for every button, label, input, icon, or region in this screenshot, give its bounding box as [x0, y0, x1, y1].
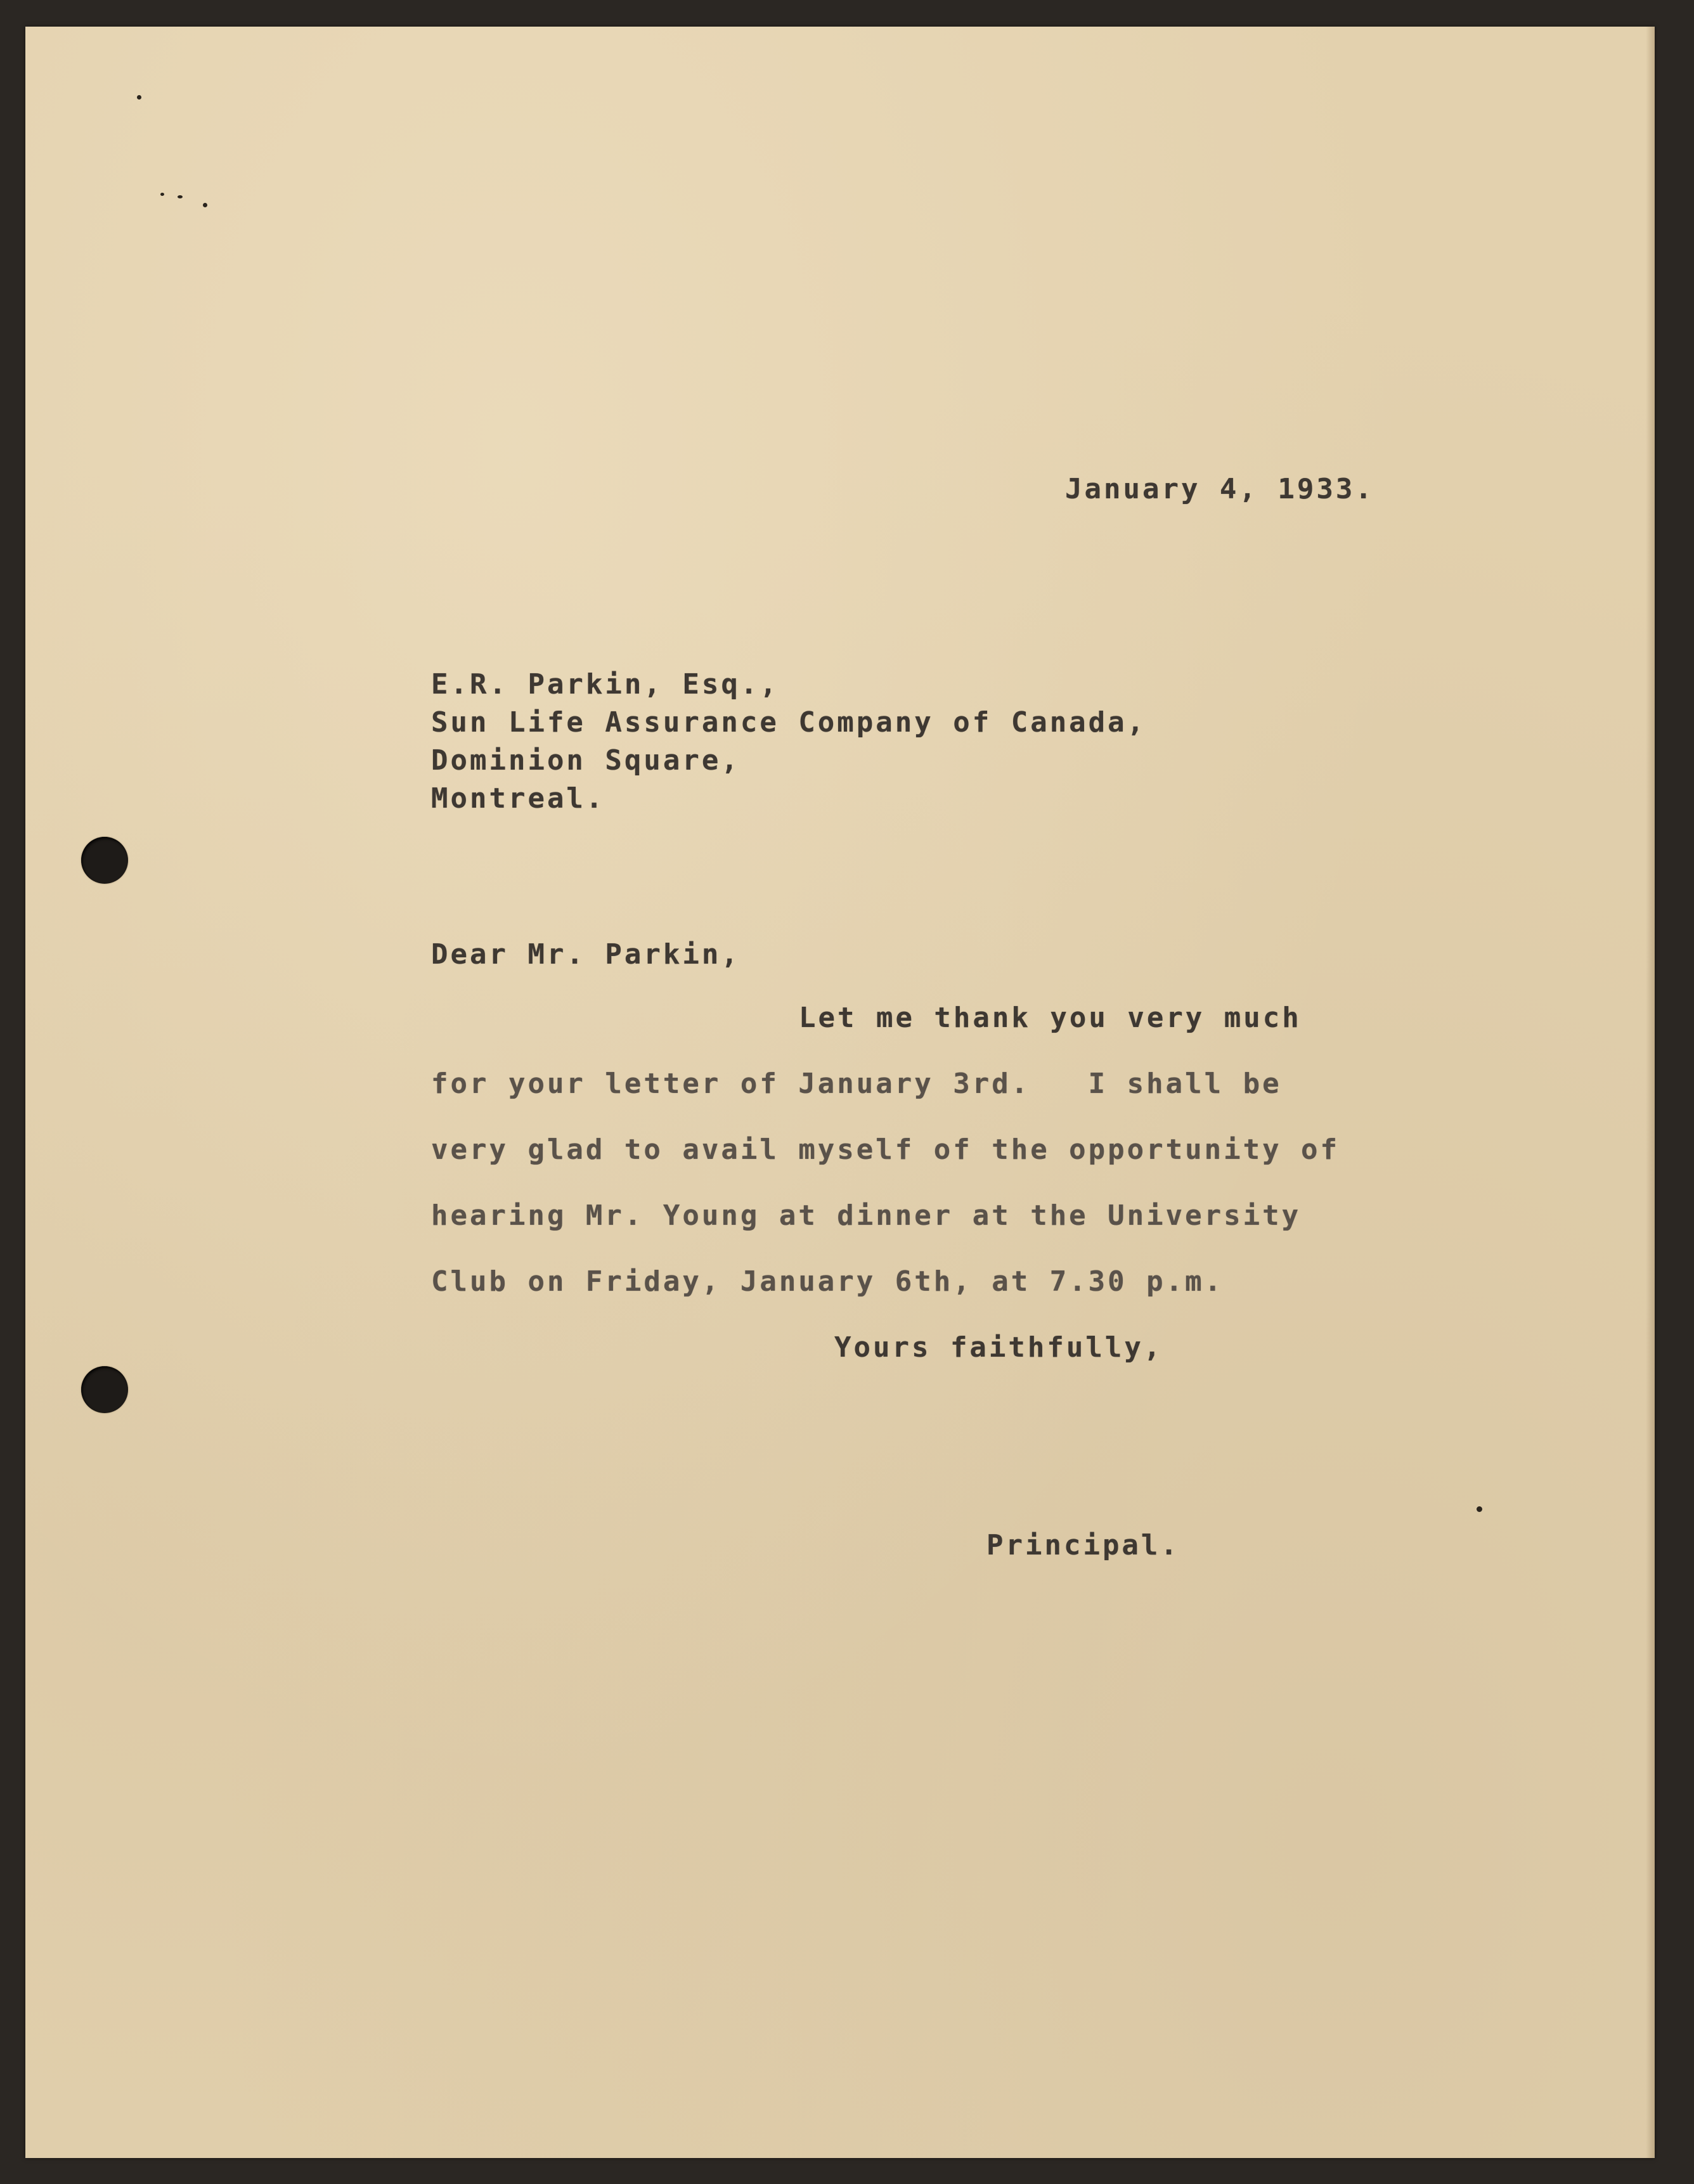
body-line: Club on Friday, January 6th, at 7.30 p.m. — [431, 1265, 1224, 1298]
page-edge-shadow — [1646, 27, 1655, 2158]
ink-speck — [1477, 1506, 1482, 1512]
signature-title: Principal. — [986, 1529, 1180, 1561]
punch-hole-lower — [81, 1366, 128, 1413]
recipient-company: Sun Life Assurance Company of Canada, — [431, 706, 1147, 739]
ink-speck — [203, 203, 207, 207]
recipient-name: E.R. Parkin, Esq., — [431, 668, 779, 701]
recipient-street: Dominion Square, — [431, 744, 740, 777]
body-line: Let me thank you very much — [799, 1002, 1302, 1034]
ink-speck — [137, 95, 141, 100]
ink-speck — [160, 193, 164, 196]
punch-hole-upper — [81, 837, 128, 884]
body-line: for your letter of January 3rd. I shall be — [431, 1068, 1282, 1100]
letter-page — [25, 27, 1655, 2158]
salutation: Dear Mr. Parkin, — [431, 938, 740, 971]
closing: Yours faithfully, — [834, 1331, 1163, 1364]
body-line: very glad to avail myself of the opportunity of — [431, 1134, 1340, 1166]
letter-date: January 4, 1933. — [1065, 473, 1374, 505]
recipient-city: Montreal. — [431, 782, 605, 815]
body-line: hearing Mr. Young at dinner at the University — [431, 1199, 1302, 1232]
ink-speck — [178, 195, 183, 198]
